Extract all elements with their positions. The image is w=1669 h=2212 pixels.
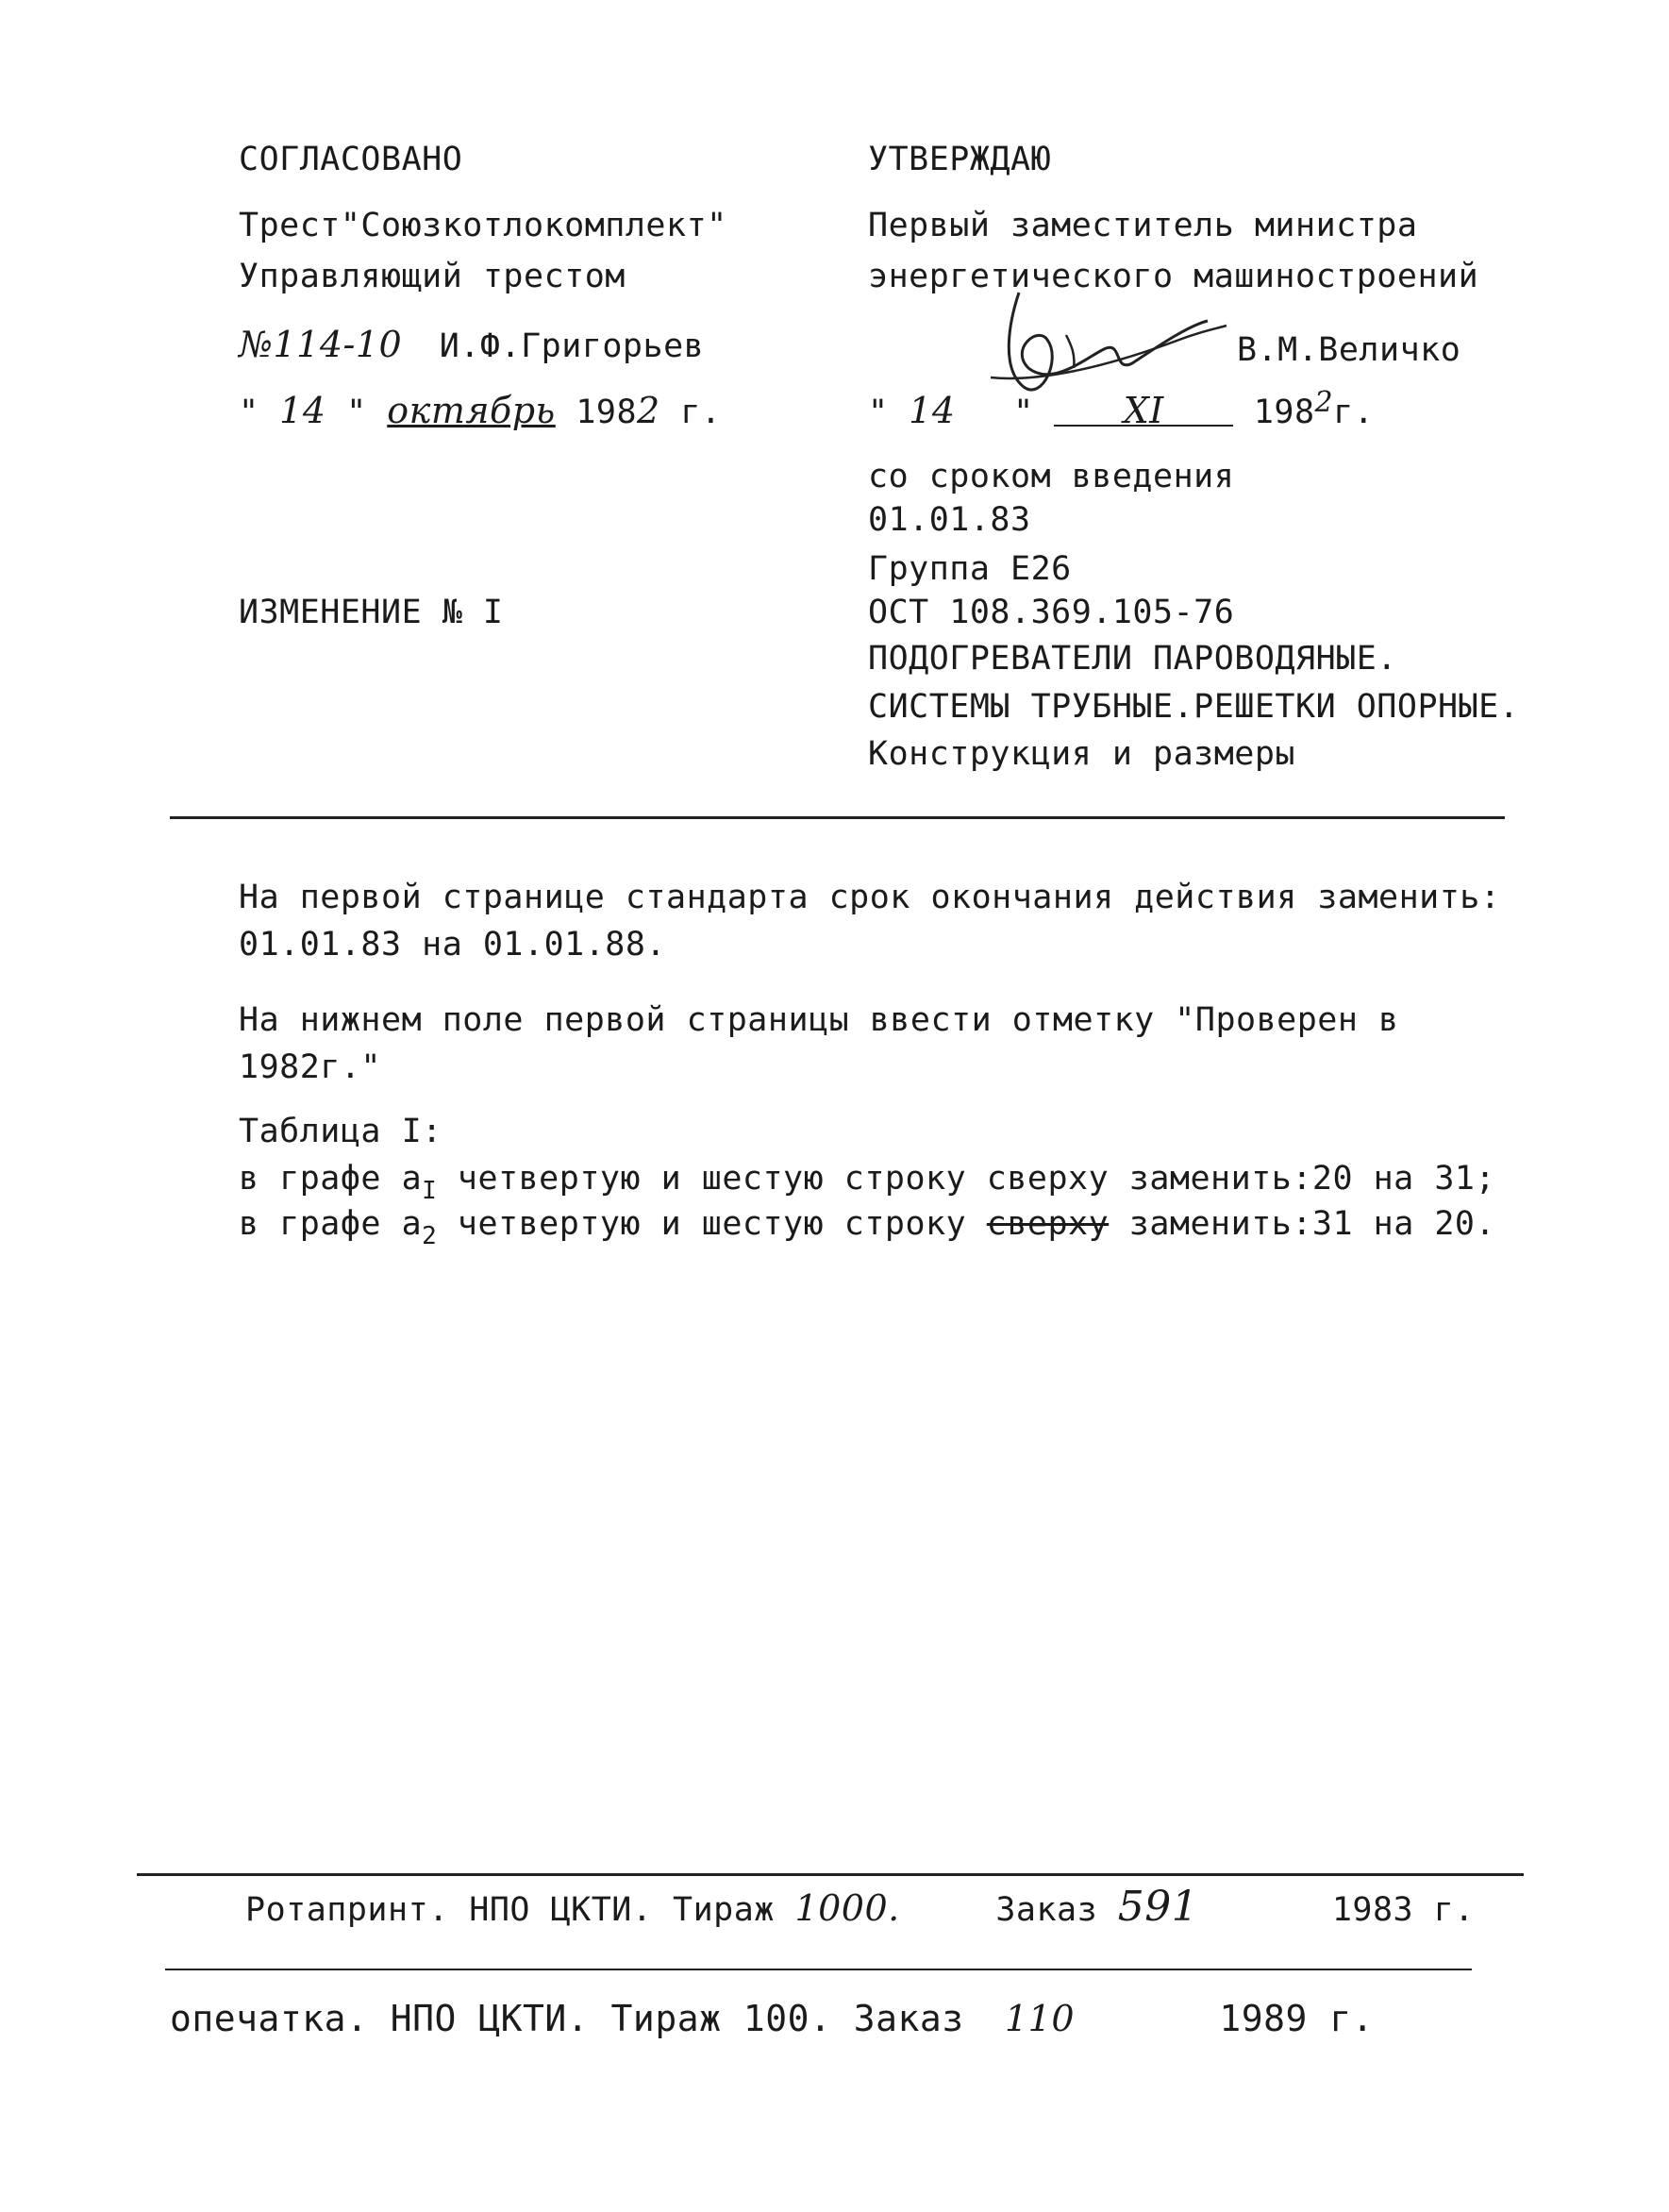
date-quote-close: " <box>1013 394 1034 431</box>
body-p2-line2: 1982г." <box>239 1048 382 1086</box>
row2-subscript: 2 <box>422 1222 438 1250</box>
right-date-suffix: г. <box>1333 394 1375 431</box>
right-date-month: XI <box>1054 396 1233 427</box>
date-quote-open: " <box>868 394 889 431</box>
body-p1-line2: 01.01.83 на 01.01.88. <box>239 926 667 964</box>
body-p1-line1: На первой странице стандарта срок окончания действия заменить: <box>239 879 1501 916</box>
row1-prefix: в графе a <box>239 1160 423 1198</box>
date-quote-close: " <box>346 394 367 431</box>
left-position: Управляющий трестом <box>239 258 626 295</box>
right-title-line1: ПОДОГРЕВАТЕЛИ ПАРОВОДЯНЫЕ. <box>868 640 1397 678</box>
number-handwritten: 114-10 <box>273 324 403 365</box>
left-date-year-hw: 2 <box>637 390 660 431</box>
right-position-line2: энергетического машиностроений <box>868 258 1479 295</box>
right-intro-date: 01.01.83 <box>868 501 1031 539</box>
row2-text-end: заменить:31 на 20. <box>1109 1205 1496 1243</box>
table-row-1 <box>239 1159 1496 1205</box>
left-name: И.Ф.Григорьев <box>439 327 705 365</box>
left-org: Трест"Союзкотлокомплект" <box>239 207 727 244</box>
right-heading: УТВЕРЖДАЮ <box>868 141 1052 178</box>
footer1-top-rule <box>137 1873 1524 1876</box>
footer2-text: опечатка. НПО ЦКТИ. Тираж 100. Заказ <box>170 1998 964 2039</box>
left-date-suffix: г. <box>680 394 722 431</box>
footer1-line <box>245 1883 1475 1931</box>
footer2-line <box>170 1999 1374 2038</box>
right-date-year: 198 <box>1253 394 1315 431</box>
row2-prefix: в графе a <box>239 1205 423 1243</box>
row1-subscript: I <box>422 1177 438 1205</box>
left-date-year: 198 <box>576 394 638 431</box>
right-intro-line1: со сроком введения <box>868 458 1235 495</box>
header-divider <box>170 816 1505 819</box>
table-label: Таблица I: <box>239 1113 442 1150</box>
footer1-tirazh-handwritten: 1000. <box>794 1887 900 1929</box>
left-number-line <box>239 325 704 366</box>
table-row-2 <box>239 1204 1496 1250</box>
footer1-year: 1983 г. <box>1331 1891 1475 1929</box>
right-title-line3: Конструкция и размеры <box>868 735 1296 773</box>
row2-text: четвертую и шестую строку <box>437 1205 987 1243</box>
right-group: Группа Е26 <box>868 550 1072 588</box>
left-heading: СОГЛАСОВАНО <box>239 141 463 178</box>
right-date-line <box>868 386 1375 434</box>
row1-text: четвертую и шестую строку сверху заменить:20 на 31; <box>437 1160 1496 1198</box>
change-label: ИЗМЕНЕНИЕ № I <box>239 594 504 631</box>
date-quote-open: " <box>239 394 259 431</box>
left-date-month: октябрь <box>387 390 556 431</box>
footer1-text: Ротапринт. НПО ЦКТИ. Тираж <box>245 1891 775 1929</box>
body-p2-line1: На нижнем поле первой страницы ввести отметку "Проверен в <box>239 1001 1399 1039</box>
right-date-day: 14 <box>909 390 956 431</box>
left-date-day: 14 <box>279 390 326 431</box>
footer1-order-label: Заказ <box>995 1891 1098 1929</box>
right-position-line1: Первый заместитель министра <box>868 207 1418 244</box>
right-standard: ОСТ 108.369.105-76 <box>868 594 1235 631</box>
footer2-order-handwritten: 110 <box>1005 1998 1076 2039</box>
row2-struck-word: сверху <box>986 1205 1110 1243</box>
footer1-order-handwritten: 591 <box>1117 1883 1199 1931</box>
footer1-bottom-rule <box>165 1969 1472 1970</box>
right-date-year-hw: 2 <box>1314 386 1334 419</box>
footer2-year: 1989 г. <box>1219 1998 1375 2039</box>
right-name: В.М.Величко <box>1237 331 1461 369</box>
right-title-line2: СИСТЕМЫ ТРУБНЫЕ.РЕШЕТКИ ОПОРНЫЕ. <box>868 688 1520 726</box>
number-prefix: № <box>239 324 274 365</box>
left-date-line <box>239 391 721 432</box>
